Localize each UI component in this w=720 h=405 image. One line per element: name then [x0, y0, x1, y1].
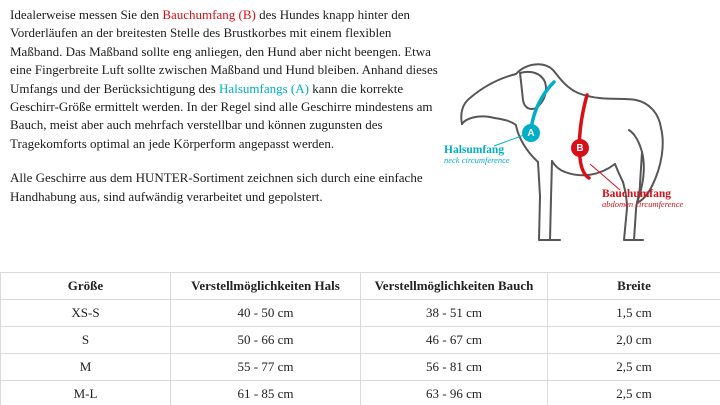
instruction-paragraph [10, 6, 440, 153]
belly-label-subtitle: abdomen circumference [602, 199, 684, 210]
marker-b-badge: B [571, 139, 589, 157]
table-row [1, 354, 720, 381]
cell-width: 2,0 cm [548, 327, 720, 354]
col-header-width: Breite [548, 273, 720, 300]
instruction-text: kann die korrekte Geschirr-Größe ermittelt werden. In der Regel sind alle Geschirre mindestens am Bauch, meist aber auch mehrfach verstellbar und können zugunsten des Tragekomforts optimal an jede Körperform angepasst werden. [10, 80, 433, 151]
dog-measurement-diagram [438, 40, 710, 272]
cell-width: 2,5 cm [548, 354, 720, 381]
cell-width: 2,5 cm [548, 381, 720, 405]
cell-belly: 56 - 81 cm [361, 354, 548, 381]
table-row [1, 327, 720, 354]
halsumfang-highlight: Halsumfangs (A) [219, 80, 309, 96]
cell-size: M [1, 354, 171, 381]
sortiment-paragraph: Alle Geschirre aus dem HUNTER-Sortiment zeichnen sich durch eine einfache Handhabung aus, sind aufwändig verarbeitet und gepolstert. [10, 170, 423, 204]
cell-belly: 46 - 67 cm [361, 327, 548, 354]
neck-label-subtitle: neck circumference [444, 155, 510, 166]
belly-band [579, 95, 589, 178]
cell-neck: 61 - 85 cm [171, 381, 361, 405]
instruction-text: des Hundes knapp hinter den Vorderläufen an der breitesten Stelle des Brustkorbes mit einem flexiblen Maßband. Das Maßband sollte eng anliegen, den Hund aber nicht beengen. Etwa eine Fingerbreite Luft sollte zwischen Maßband und Hund bleiben. Anhand dieses Umfangs und der Berücksichtigung des [10, 7, 438, 96]
belly-circumference-label [602, 188, 683, 209]
bauchumfang-highlight: Bauchumfang (B) [162, 7, 256, 22]
table-row [1, 300, 720, 327]
cell-belly: 63 - 96 cm [361, 381, 548, 405]
marker-a-badge: A [522, 124, 540, 142]
cell-neck: 40 - 50 cm [171, 300, 361, 327]
cell-neck: 50 - 66 cm [171, 327, 361, 354]
cell-size: XS-S [1, 300, 171, 327]
cell-belly: 38 - 51 cm [361, 300, 548, 327]
cell-neck: 55 - 77 cm [171, 354, 361, 381]
cell-size: M-L [1, 381, 171, 405]
neck-label-title: Halsumfang [444, 144, 505, 156]
measuring-instructions [10, 6, 440, 206]
belly-label-title: Bauchumfang [602, 188, 672, 200]
table-row [1, 381, 720, 405]
cell-width: 1,5 cm [548, 300, 720, 327]
cell-size: S [1, 327, 171, 354]
table-header-row [1, 273, 720, 300]
instruction-text: Idealerweise messen Sie den [10, 7, 163, 22]
belly-label-connector [590, 164, 620, 190]
neck-band [531, 82, 554, 130]
size-table [0, 272, 720, 405]
neck-circumference-label [444, 144, 510, 165]
col-header-neck-adjust: Verstellmöglichkeiten Hals [171, 273, 361, 300]
col-header-size: Größe [1, 273, 171, 300]
col-header-belly-adjust: Verstellmöglichkeiten Bauch [361, 273, 548, 300]
